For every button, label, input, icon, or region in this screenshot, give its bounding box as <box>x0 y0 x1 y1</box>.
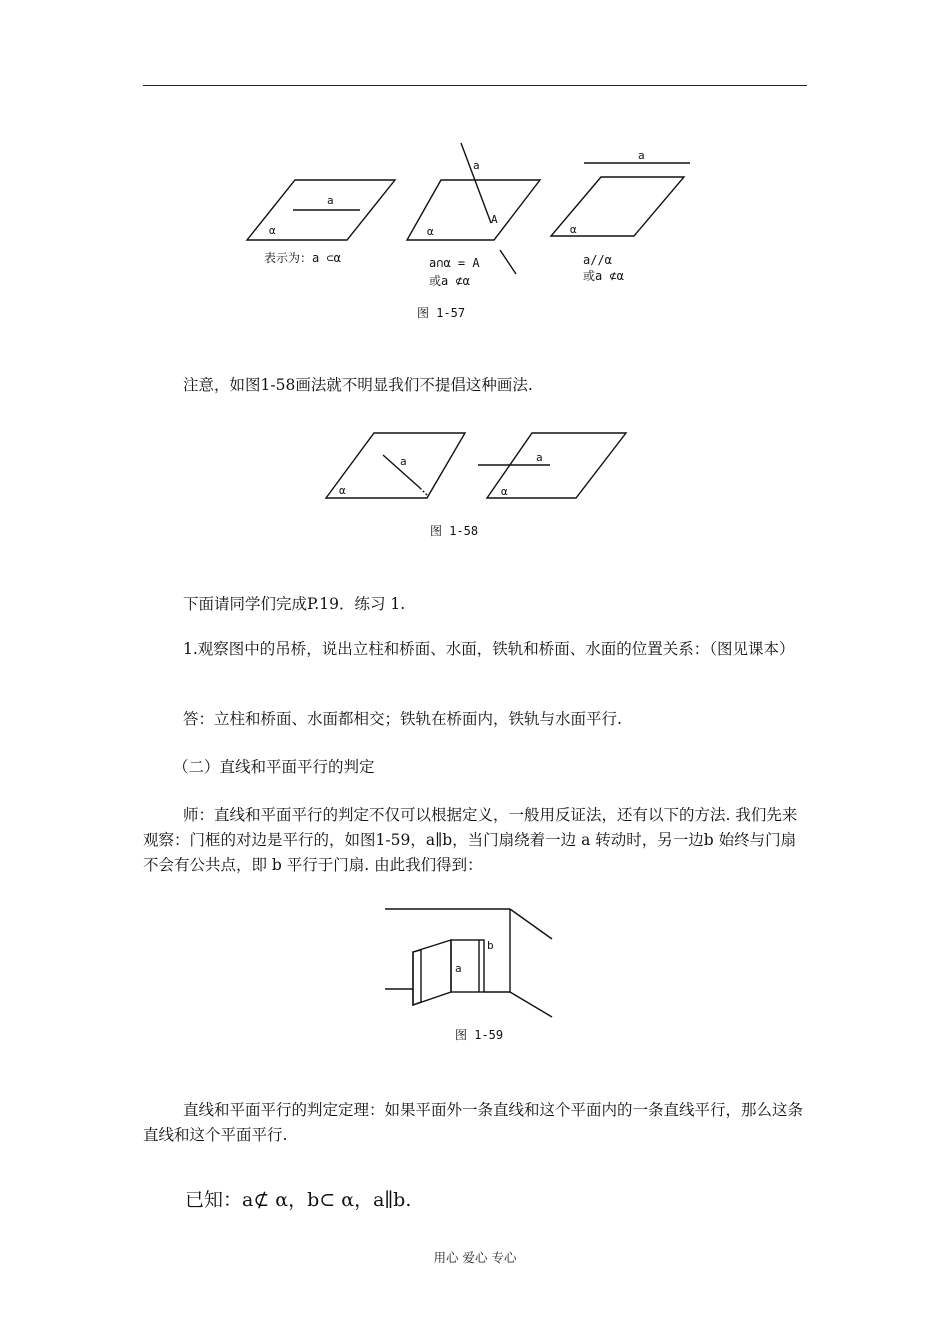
p2-line-label: a <box>536 451 543 464</box>
p2-relation-2: 或a ⊄α <box>429 274 470 288</box>
p3-relation-2: 或a ⊄α <box>583 269 624 283</box>
figure-1-59 <box>385 905 565 1017</box>
figure-1-57 <box>250 130 710 300</box>
paragraph-note: 注意，如图1-58画法就不明显我们不提倡这种画法. <box>183 376 533 394</box>
p2-plane-label: α <box>427 225 434 238</box>
door-leaf <box>413 940 451 1005</box>
figure-1-58 <box>320 425 640 505</box>
caption-1-59: 图 1-59 <box>455 1028 504 1042</box>
header-rule <box>143 85 807 86</box>
paragraph-theorem: 直线和平面平行的判定定理：如果平面外一条直线和这个平面内的一条直线平行，那么这条直线和这个平面平行. <box>143 1101 804 1144</box>
p1-line-label: a <box>400 455 407 468</box>
p2-relation-1: a∩α = A <box>429 256 480 270</box>
page-footer: 用心 爱心 专心 <box>433 1250 517 1265</box>
caption-1-58: 图 1-58 <box>430 524 479 538</box>
paragraph-exercise-intro: 下面请同学们完成P.19．练习 1. <box>183 595 406 613</box>
p1-plane-label: α <box>339 484 346 497</box>
line-a-intersecting-lower <box>500 250 516 274</box>
known-condition: 已知：a⊄ α，b⊂ α，a∥b. <box>185 1189 412 1211</box>
p3-relation-1: a//α <box>583 253 612 267</box>
paragraph-exercise-1: 1.观察图中的吊桥，说出立柱和桥面、水面，铁轨和桥面、水面的位置关系：（图见课本） <box>183 640 795 658</box>
p2-plane-label: α <box>501 485 508 498</box>
upper-diagonal <box>510 909 552 939</box>
p3-line-label: a <box>638 149 645 162</box>
p1-relation: 表示为：a ⊂α <box>264 251 341 265</box>
p1-plane-label: α <box>269 224 276 237</box>
line-a-intersecting <box>461 143 491 223</box>
section-heading: （二）直线和平面平行的判定 <box>173 758 375 776</box>
paragraph-teacher: 师：直线和平面平行的判定不仅可以根据定义，一般用反证法，还有以下的方法. 我们先来观察：门框的对边是平行的，如图1-59，a∥b，当门扇绕着一边 a 转动时，另一边b 始终与门扇不会有公共点，即 b 平行于门扇. 由此我们得到： <box>143 806 798 874</box>
edge-label-b: b <box>487 939 494 952</box>
line-a-dashed <box>420 488 428 496</box>
p1-line-label: a <box>327 194 334 207</box>
p3-plane-label: α <box>570 223 577 236</box>
p2-point-label: A <box>491 213 498 226</box>
door-thickness <box>413 950 421 1005</box>
door-label-a: a <box>455 962 462 975</box>
caption-1-57: 图 1-57 <box>417 306 466 320</box>
paragraph-answer: 答：立柱和桥面、水面都相交；铁轨在桥面内，铁轨与水面平行. <box>183 710 622 728</box>
p2-line-label: a <box>473 159 480 172</box>
lower-diagonal <box>510 992 552 1017</box>
